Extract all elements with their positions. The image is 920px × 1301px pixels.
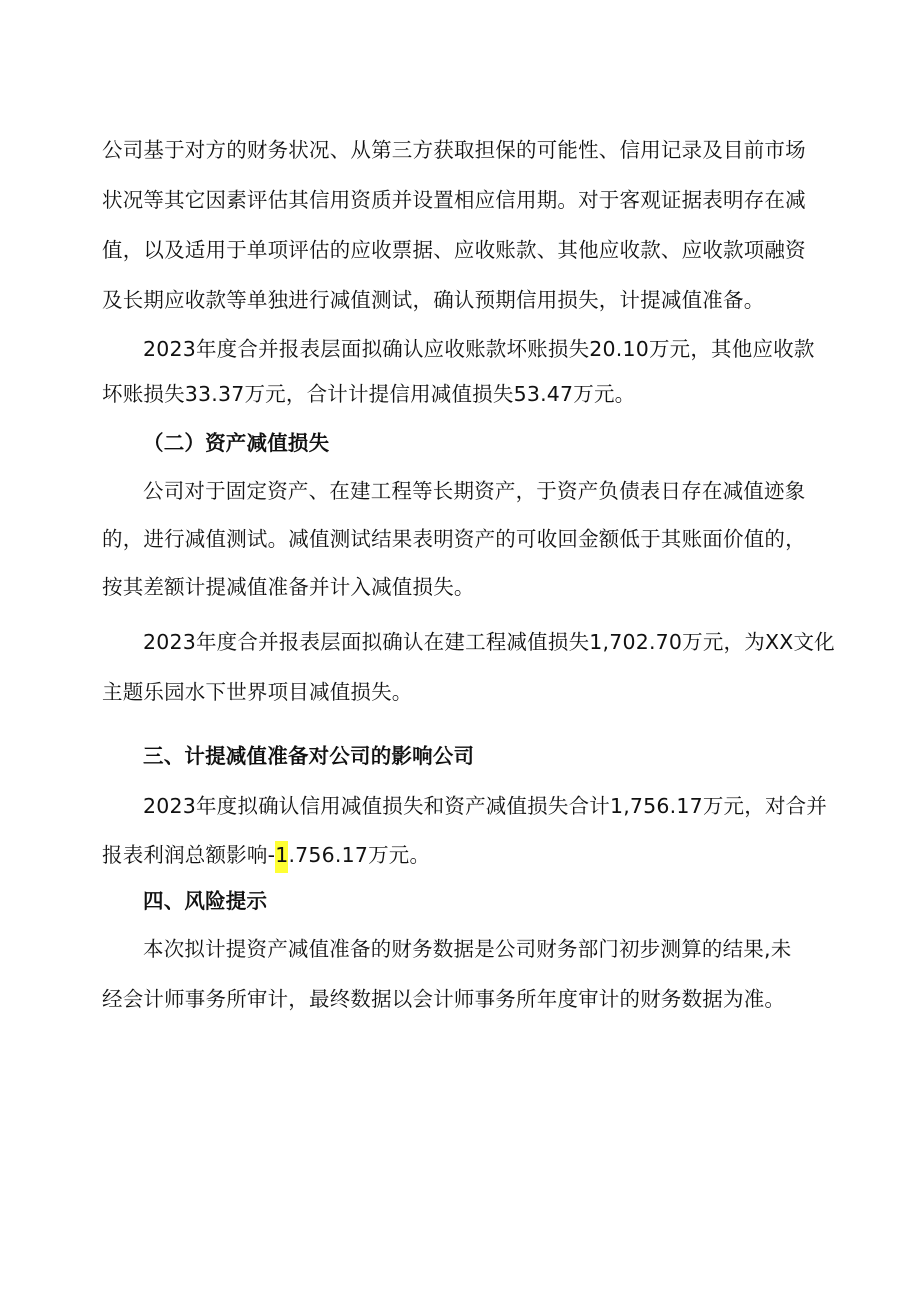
paragraph-line: 值，以及适用于单项评估的应收票据、应收账款、其他应收款、应收款项融资 xyxy=(102,238,806,262)
highlighted-digit: 1 xyxy=(275,841,288,873)
paragraph-line: 本次拟计提资产减值准备的财务数据是公司财务部门初步测算的结果,未 xyxy=(143,937,792,961)
paragraph-line: 2023年度拟确认信用减值损失和资产减值损失合计1,756.17万元，对合并 xyxy=(143,794,828,818)
paragraph-line: 公司对于固定资产、在建工程等长期资产，于资产负债表日存在减值迹象 xyxy=(143,479,806,503)
paragraph-line: 按其差额计提减值准备并计入减值损失。 xyxy=(102,575,475,599)
paragraph-line: 公司基于对方的财务状况、从第三方获取担保的可能性、信用记录及目前市场 xyxy=(102,138,806,162)
impact-text-before: 报表利润总额影响- xyxy=(102,843,276,867)
section-heading-risk: 四、风险提示 xyxy=(143,889,268,913)
paragraph-line-impact-total xyxy=(102,840,430,870)
section-heading-impact: 三、计提减值准备对公司的影响公司 xyxy=(143,744,475,768)
paragraph-line: 2023年度合并报表层面拟确认应收账款坏账损失20.10万元，其他应收款 xyxy=(143,337,815,361)
paragraph-line: 坏账损失33.37万元，合计计提信用减值损失53.47万元。 xyxy=(102,382,636,406)
paragraph-line: 2023年度合并报表层面拟确认在建工程减值损失1,702.70万元，为XX文化 xyxy=(143,630,835,654)
impact-text-after: .756.17万元。 xyxy=(288,843,431,867)
paragraph-line: 及长期应收款等单独进行减值测试，确认预期信用损失，计提减值准备。 xyxy=(102,288,765,312)
paragraph-line: 经会计师事务所审计，最终数据以会计师事务所年度审计的财务数据为准。 xyxy=(102,987,786,1011)
paragraph-line: 主题乐园水下世界项目减值损失。 xyxy=(102,680,413,704)
paragraph-line: 状况等其它因素评估其信用资质并设置相应信用期。对于客观证据表明存在减 xyxy=(102,188,806,212)
paragraph-line: 的，进行减值测试。减值测试结果表明资产的可收回金额低于其账面价值的， xyxy=(102,527,806,551)
section-heading-asset-impairment: （二）资产减值损失 xyxy=(143,431,330,455)
